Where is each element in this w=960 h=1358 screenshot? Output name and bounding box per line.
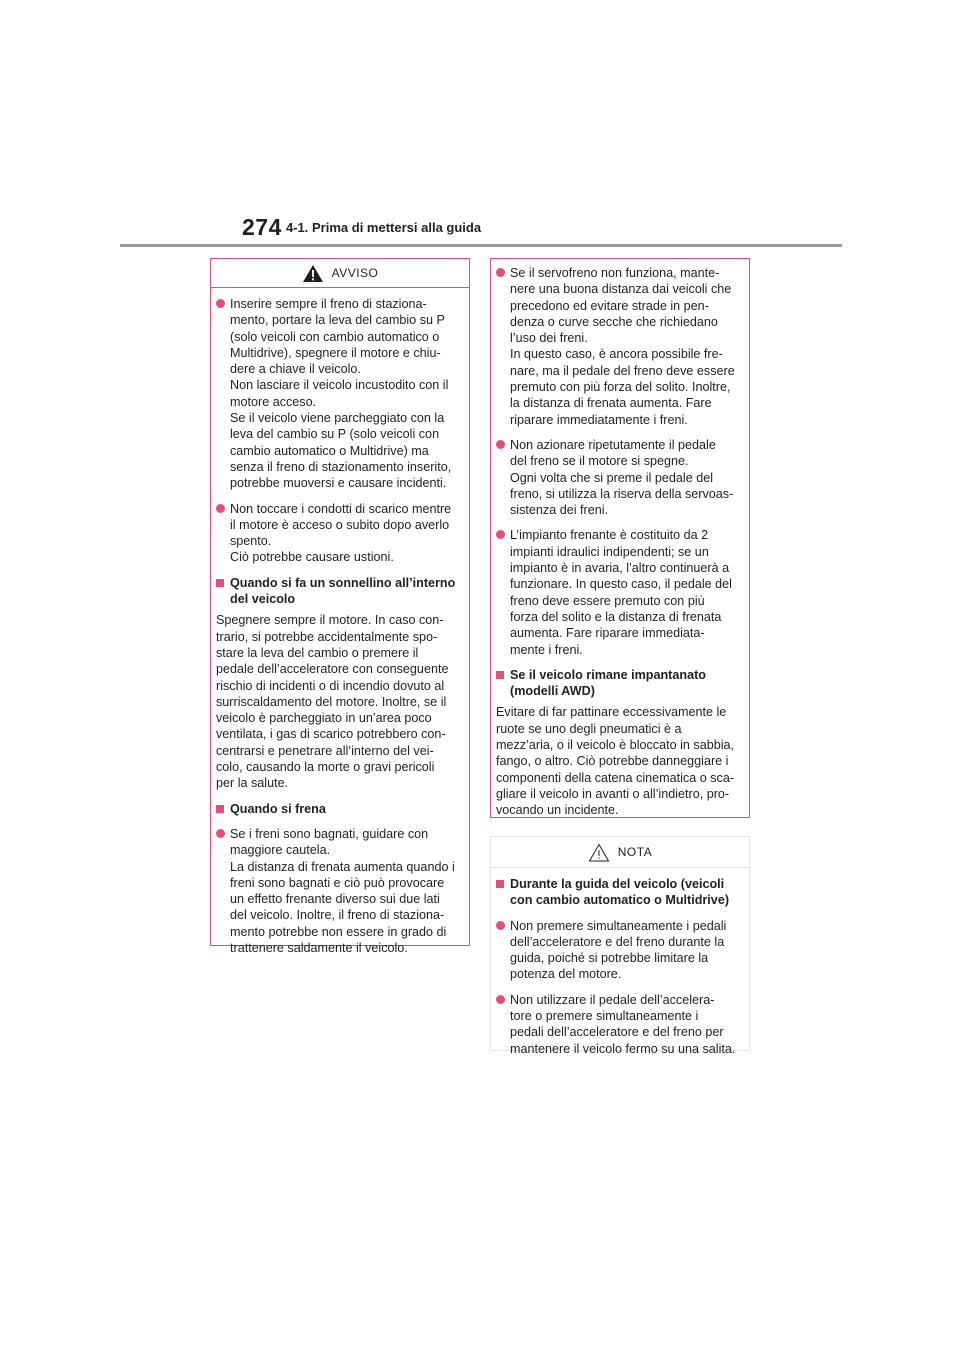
warning-item-text: Inserire sempre il freno di staziona- mento, portare la leva del cambio su P (solo veicoli con cambio automatico o Multidrive), spegnere il motore e chiu- dere a chiave il veicolo. Non lasciare il veicolo incustodito con il motore acceso. Se il veicolo viene parcheggiato con la leva del cambio su P (solo veicoli con cambio automatico o Multidrive) ma senza il freno di stazionamento inserito, potrebbe muoversi e causare incidenti. bbox=[230, 297, 452, 491]
note-item bbox=[496, 918, 740, 983]
note-box-title: NOTA bbox=[617, 844, 653, 859]
warning-triangle-icon bbox=[302, 264, 324, 283]
bullet-icon bbox=[216, 299, 225, 308]
note-item-text: Non premere simultaneamente i pedali dell’acceleratore e del freno durante la guida, poiché si potrebbe limitare la potenza del motore. bbox=[510, 918, 727, 982]
bullet-icon bbox=[496, 921, 505, 930]
warning-item bbox=[216, 296, 460, 492]
warning-item bbox=[496, 437, 740, 518]
bullet-icon bbox=[496, 530, 505, 539]
note-item-text: Non utilizzare il pedale dell’accelera- tore o premere simultaneamente i pedali dell’acceleratore e del freno per mantenere il veicolo fermo su una salita. bbox=[510, 992, 736, 1056]
warning-subheading bbox=[216, 801, 460, 817]
note-subheading-text: Durante la guida del veicolo (veicoli con cambio automatico o Multidrive) bbox=[510, 877, 730, 908]
warning-paragraph: Spegnere sempre il motore. In caso con- trario, si potrebbe accidentalmente spo- stare la leva del cambio o premere il pedale dell’acceleratore con conseguente rischio di incidenti o di incendio dovuto al surriscaldamento del motore. Inoltre, se il veicolo è parcheggiato in un’area poco ventilata, i gas di scarico potrebbero con- centrarsi e penetrare all’interno del vei- colo, causando la morte o gravi pericoli per la salute. bbox=[216, 613, 449, 791]
bullet-icon bbox=[496, 268, 505, 277]
bullet-icon bbox=[216, 829, 225, 838]
warning-item-text: L’impianto frenante è costituito da 2 impianti idraulici indipendenti; se un impianto è in avaria, l’altro continuerà a funzionare. In questo caso, il pedale del freno deve essere premuto con più forza del solito e la distanza di frenata aumenta. Fare riparare immediata- mente i freni. bbox=[510, 528, 732, 657]
note-box bbox=[490, 836, 750, 1056]
warning-item bbox=[216, 501, 460, 566]
warning-item-text: Non azionare ripetutamente il pedale del freno se il motore si spegne. Ogni volta che si preme il pedale del freno, si utilizza la riserva della servoas- sistenza dei freni. bbox=[510, 437, 734, 518]
square-bullet-icon bbox=[216, 579, 224, 587]
square-bullet-icon bbox=[216, 805, 224, 813]
bullet-icon bbox=[216, 504, 225, 513]
warning-box-title: AVVISO bbox=[331, 265, 379, 280]
warning-box-header bbox=[211, 259, 469, 288]
bullet-icon bbox=[496, 995, 505, 1004]
note-item bbox=[496, 992, 740, 1057]
page-number: 274 bbox=[242, 214, 282, 240]
warning-item bbox=[216, 826, 460, 956]
note-subheading bbox=[496, 876, 740, 909]
warning-subheading-text: Quando si fa un sonnellino all’interno del veicolo bbox=[230, 575, 456, 607]
warning-item bbox=[496, 265, 740, 428]
warning-subheading bbox=[216, 575, 460, 608]
warning-item bbox=[496, 527, 740, 657]
square-bullet-icon bbox=[496, 880, 504, 888]
warning-item-text: Se i freni sono bagnati, guidare con maggiore cautela. La distanza di frenata aumenta quando i freni sono bagnati e ciò può provocare un effetto frenante diverso sui due lati del veicolo. Inoltre, il freno di staziona- mento potrebbe non essere in grado di trattenere saldamente il veicolo. bbox=[230, 826, 455, 955]
square-bullet-icon bbox=[496, 671, 504, 679]
section-title: 4-1. Prima di mettersi alla guida bbox=[286, 220, 482, 235]
bullet-icon bbox=[496, 440, 505, 449]
caution-triangle-outline-icon bbox=[588, 843, 610, 862]
warning-item-text: Se il servofreno non funziona, mante- nere una buona distanza dai veicoli che precedono ed evitare strade in pen- denza o curve secche che richiedano l’uso dei freni. In questo caso, è ancora possibile fre- nare, ma il pedale del freno deve essere premuto con più forza del solito. Inoltre, la distanza di frenata aumenta. Fare riparare immediatamente i freni. bbox=[510, 266, 735, 427]
warning-subheading-text: Se il veicolo rimane impantanato (modelli AWD) bbox=[510, 667, 706, 699]
warning-subheading-text: Quando si frena bbox=[230, 801, 326, 816]
warning-paragraph: Evitare di far pattinare eccessivamente le ruote se uno degli pneumatici è a mezz’aria, o il veicolo è bloccato in sabbia, fango, o altro. Ciò potrebbe danneggiare i componenti della catena cinematica o sca- gliare il veicolo in avanti o all’indietro, pro- vocando un incidente. bbox=[496, 705, 735, 818]
warning-subheading bbox=[496, 667, 740, 700]
warning-box-right bbox=[490, 258, 750, 818]
warning-box-left bbox=[210, 258, 470, 955]
note-box-header bbox=[491, 837, 749, 868]
warning-item-text: Non toccare i condotti di scarico mentre il motore è acceso o subito dopo averlo spento. Ciò potrebbe causare ustioni. bbox=[230, 501, 452, 565]
header-divider bbox=[120, 244, 842, 247]
